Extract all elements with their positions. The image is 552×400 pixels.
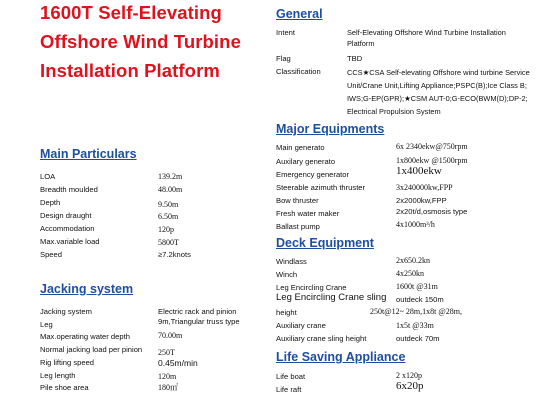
row-label: Ballast pump	[276, 222, 320, 231]
row-label: Accommodation	[40, 224, 95, 233]
row-label: Windlass	[276, 257, 307, 266]
row-label: Depth	[40, 198, 61, 207]
row-value: 1600t @31m	[396, 282, 438, 291]
row-value: TBD	[347, 54, 363, 63]
major-equipments-heading: Major Equipments	[276, 122, 385, 136]
row-label: Leg Encircling Crane sling	[276, 292, 387, 303]
row-value: 2 x120p	[396, 371, 422, 380]
title-line-2: Offshore Wind Turbine	[40, 31, 241, 52]
row-value: 120p	[158, 225, 174, 234]
row-label: Rig lifting speed	[40, 358, 95, 367]
row-value: 4x250kn	[396, 269, 424, 278]
value-line: Self-Elevating Offshore Wind Turbine Installation	[347, 28, 506, 37]
row-value: 180㎡	[158, 383, 178, 392]
row-label: Breadth moulded	[40, 185, 98, 194]
row-value: 1x400ekw	[396, 165, 442, 177]
row-value: 120m	[158, 372, 177, 381]
row-value: 2x20t/d,osmosis type	[396, 207, 468, 216]
row-value: outdeck 150m	[396, 295, 444, 304]
row-label: Pile shoe area	[40, 383, 89, 392]
row-label: Max.variable load	[40, 237, 100, 246]
row-value: 48.00m	[158, 185, 183, 194]
row-value: 2x2000kw,FPP	[396, 196, 447, 205]
deck-equipment-heading: Deck Equipment	[276, 236, 374, 250]
row-value: 6x20p	[396, 380, 424, 392]
row-label: Bow thruster	[276, 196, 319, 205]
row-label: Steerable azimuth thruster	[276, 183, 366, 192]
row-value: 250t@12~ 28m,1x8t @28m,	[370, 307, 462, 316]
life-saving-heading: Life Saving Appliance	[276, 350, 406, 364]
row-value: 0.45m/min	[158, 358, 198, 368]
row-label: Auxiliary crane	[276, 321, 326, 330]
row-value: 139.2m	[158, 172, 183, 181]
row-value: 9.50m	[158, 200, 179, 209]
row-label: Max.operating water depth	[40, 332, 130, 341]
row-value: 4x1000m³/h	[396, 220, 435, 229]
row-label: Life boat	[276, 372, 306, 381]
general-intent-value	[347, 27, 537, 49]
row-value: 250T	[158, 348, 175, 357]
row-label: Winch	[276, 270, 298, 279]
row-value: 2x650.2kn	[396, 256, 430, 265]
general-classification-value	[347, 66, 537, 118]
row-label: Speed	[40, 250, 62, 259]
row-label: Leg Encircling Crane	[276, 283, 347, 292]
value-line: IWS;G-EP(GPR);★CSM AUT-0;G-ECO(BWM(D);DP-2;	[347, 94, 528, 103]
row-value: 3x240000kw,FPP	[396, 183, 453, 192]
row-value: 1x5t @33m	[396, 321, 434, 330]
row-value: 6.50m	[158, 212, 179, 221]
row-label: Auxiliary crane sling height	[276, 334, 367, 343]
row-value: 9m,Triangular truss type	[158, 317, 240, 326]
row-label: Main generato	[276, 143, 325, 152]
row-label: Fresh water maker	[276, 209, 340, 218]
row-label: Design draught	[40, 211, 92, 220]
jacking-system-heading: Jacking system	[40, 282, 134, 296]
row-label: Leg length	[40, 371, 76, 380]
row-label: Normal jacking load per pinion	[40, 345, 143, 354]
row-label: Classification	[276, 67, 321, 76]
title-line-1: 1600T Self-Elevating	[40, 2, 222, 23]
row-value: 5800T	[158, 238, 179, 247]
row-label: Auxilary generato	[276, 157, 336, 166]
value-line: Electrical Propulsion System	[347, 107, 441, 116]
row-label: height	[276, 308, 297, 317]
value-line: Unit/Crane Unit,Lifting Appliance;PSPC(B);Ice Class B;	[347, 81, 527, 90]
row-value: 70.00m	[158, 331, 183, 340]
row-label: Jacking system	[40, 307, 92, 316]
row-label: Intent	[276, 28, 295, 37]
row-value: Electric rack and pinion	[158, 307, 237, 316]
row-value: 1x800ekw @1500rpm	[396, 156, 468, 165]
title-line-3: Installation Platform	[40, 60, 220, 81]
value-line: Platform	[347, 39, 375, 48]
row-label: Life raft	[276, 385, 302, 394]
row-label: Leg	[40, 320, 53, 329]
row-label: Emergency generator	[276, 170, 350, 179]
row-value: 6x 2340ekw@750rpm	[396, 142, 468, 151]
row-label: Flag	[276, 54, 291, 63]
main-particulars-heading: Main Particulars	[40, 147, 137, 161]
row-value: outdeck 70m	[396, 334, 440, 343]
value-line: CCS★CSA Self-elevating Offshore wind turbine Service	[347, 68, 530, 77]
general-heading: General	[276, 7, 323, 21]
row-label: LOA	[40, 172, 56, 181]
row-value: ≥7.2knots	[158, 250, 191, 259]
